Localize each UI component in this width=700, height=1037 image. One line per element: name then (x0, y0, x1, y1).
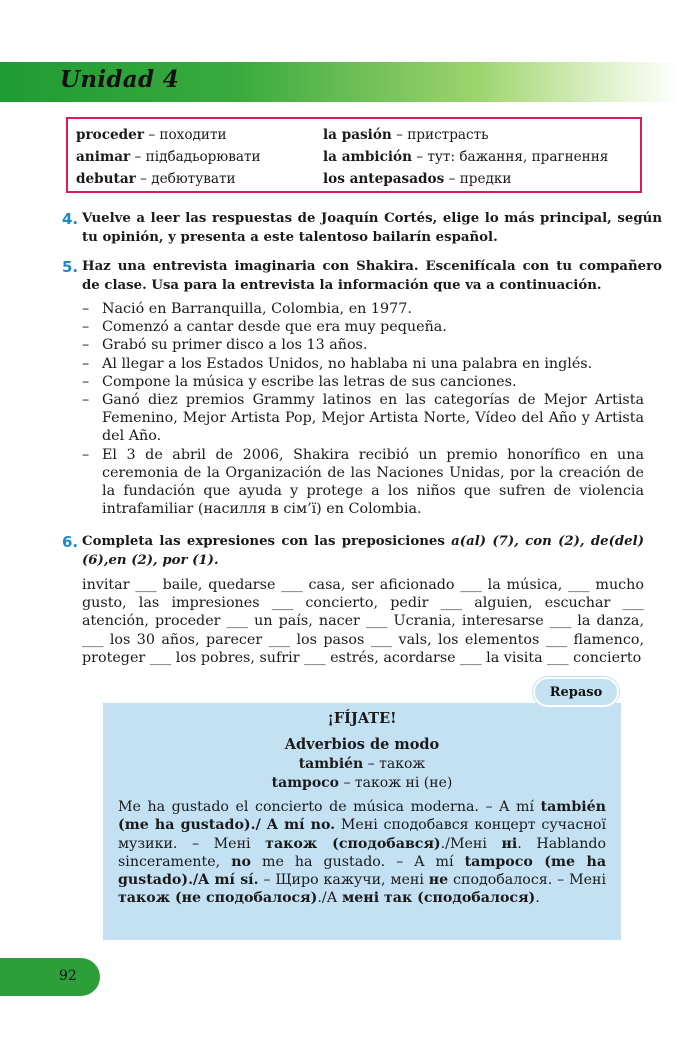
task-number: 4. (62, 210, 79, 228)
vocab-entry (76, 126, 323, 147)
example-text: . (517, 835, 522, 852)
vocab-translation: – походити (148, 127, 227, 143)
example-bold: також (сподобався) (265, 835, 441, 852)
example-bold: no (231, 853, 251, 870)
adverb-translation: – також ні (не) (343, 775, 453, 791)
example-text: – Щиро кажучи, мені (263, 872, 424, 889)
example-text: me ha gustado. – A mí (262, 853, 454, 870)
vocab-entry (323, 126, 632, 147)
example-text: сподобалося. – Мені (453, 872, 606, 889)
task-4 (62, 210, 662, 247)
adverb-tampoco (103, 775, 621, 791)
vocab-entry (323, 148, 632, 169)
task-instruction (82, 533, 644, 570)
example-text: . (535, 890, 540, 907)
task-instruction-text: Completa las expresiones con las preposiciones (82, 534, 445, 549)
task-6 (62, 533, 644, 570)
example-text: Мені сподобався концерт сучасної музики. – Мені (118, 817, 606, 852)
note-examples (118, 798, 606, 908)
vocab-entry (76, 148, 323, 169)
vocab-word: la ambición (323, 149, 412, 165)
vocab-translation: – пристрасть (396, 127, 489, 143)
example-bold: tampoco (me ha gustado)./A mí sí. (118, 853, 607, 889)
page-number: 92 (59, 968, 77, 984)
example-text: Me ha gustado el concierto de música moderna. – A mí (118, 799, 534, 815)
list-item: – Al llegar a los Estados Unidos, no hablaba ni una palabra en inglés. (82, 355, 644, 373)
vocab-translation: – підбадьорювати (134, 149, 261, 165)
shakira-facts-list (82, 300, 644, 518)
vocab-translation: – предки (448, 171, 512, 187)
list-item: – El 3 de abril de 2006, Shakira recibió un premio honorífico en una ceremonia de la Organización de las Naciones Unidas, por la creación de la fundación que ayuda y protege a los niños que sufren de violencia intrafamiliar (насилля в сім’ї) en Colombia. (82, 446, 644, 519)
example-text: ./Мені (440, 835, 487, 852)
adverb-word: también (298, 756, 364, 772)
task-number: 5. (62, 258, 79, 276)
vocabulary-box (66, 117, 642, 193)
adverb-word: tampoco (271, 775, 340, 791)
task-5 (62, 258, 662, 295)
unit-title: Unidad 4 (60, 66, 179, 93)
example-bold: ні (501, 835, 518, 852)
vocab-entry (76, 170, 323, 191)
list-item: – Comenzó a cantar desde que era muy pequeña. (82, 318, 644, 336)
vocab-word: debutar (76, 171, 136, 187)
list-item: – Compone la música y escribe las letras de sus canciones. (82, 373, 644, 391)
example-text: Hablando sinceramente, (118, 835, 606, 870)
vocab-word: animar (76, 149, 131, 165)
list-item: – Nació en Barranquilla, Colombia, en 1977. (82, 300, 644, 318)
example-bold: не (428, 872, 449, 889)
task-instruction: Vuelve a leer las respuestas de Joaquín Cortés, elige lo más principal, según tu opinión, y presenta a este talentoso bailarín español. (82, 211, 662, 245)
task-number: 6. (62, 533, 79, 551)
list-item: – Grabó su primer disco a los 13 años. (82, 336, 644, 354)
repaso-tab: Repaso (533, 677, 619, 707)
example-bold: también (me ha gustado)./ A mí no. (118, 799, 606, 834)
list-item: – Ganó diez premios Grammy latinos en las categorías de Mejor Artista Femenino, Mejor Artista Pop, Mejor Artista Norte, Vídeo del Año y Artista del Año. (82, 391, 644, 446)
vocab-translation: – тут: бажання, прагнення (416, 149, 609, 165)
vocab-word: la pasión (323, 127, 392, 143)
example-bold: мені так (сподобалося) (341, 890, 536, 907)
adverb-translation: – також (367, 756, 426, 772)
example-bold: також (не сподобалося) (118, 890, 318, 907)
note-heading: ¡FÍJATE! (327, 710, 397, 727)
example-text: ./А (317, 890, 338, 907)
vocab-entry (323, 170, 632, 191)
vocab-word: los antepasados (323, 171, 445, 187)
vocab-word: proceder (76, 127, 144, 143)
vocab-translation: – дебютувати (140, 171, 236, 187)
note-subheading: Adverbios de modo (284, 736, 440, 753)
page-number-tab (0, 958, 100, 996)
prepositions-list: a(al) (7), con (2), de(del) (6),en (2), por (1). (82, 534, 644, 568)
fill-in-exercise: invitar ___ baile, quedarse ___ casa, ser aficionado ___ la música, ___ mucho gusto, las impresiones ___ concierto, pedir ___ alguien, escuchar ___ atención, proceder ___ un país, nacer ___ Ucrania, interesarse ___ la danza, ___ los 30 años, parecer ___ los pasos ___ vals, los elementos ___ flamenco, proteger ___ los pobres, sufrir ___ estrés, acordarse ___ la visita ___ concierto (82, 577, 644, 666)
adverb-tambien (103, 756, 621, 772)
task-instruction: Haz una entrevista imaginaria con Shakira. Escenifícala con tu compañero de clase. Usa para la entrevista la información que va a continuación. (82, 259, 662, 293)
